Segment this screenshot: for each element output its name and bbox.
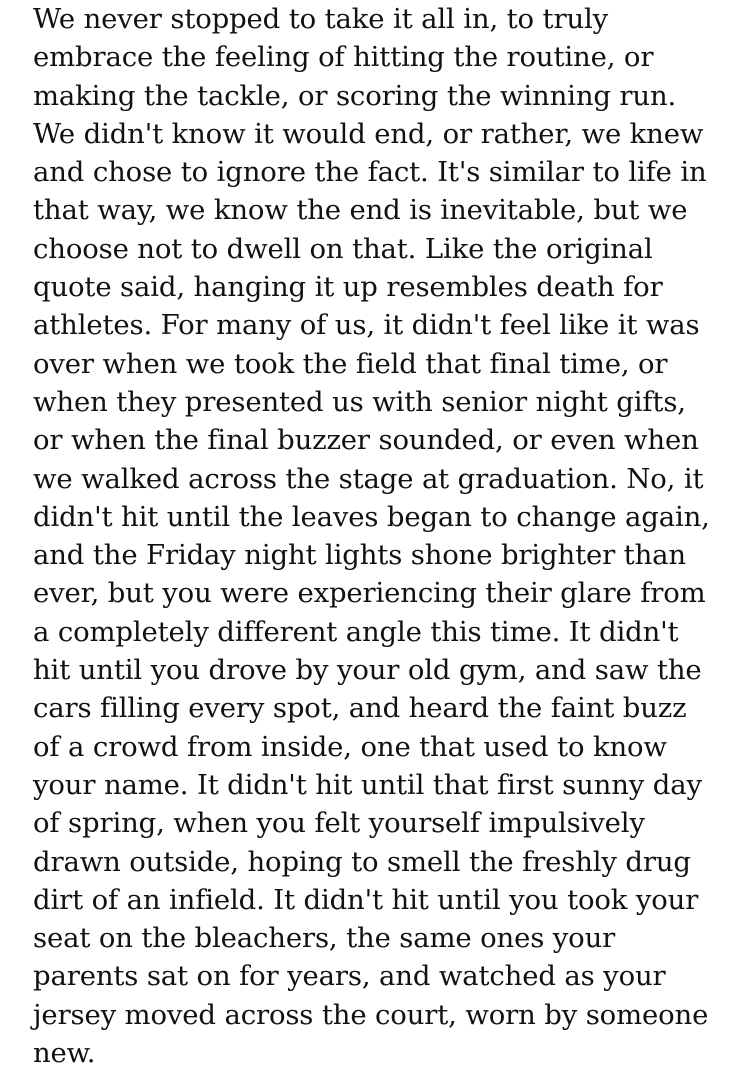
text-line: and chose to ignore the fact. It's similar to life in [33,156,707,189]
text-line: that way, we know the end is inevitable, but we [33,194,688,227]
text-line: jersey moved across the court, worn by someone [33,998,709,1031]
text-line: didn't hit until the leaves began to change again, [33,500,710,533]
text-line: dirt of an infield. It didn't hit until you took your [33,883,699,916]
text-line: parents sat on for years, and watched as your [33,960,666,993]
text-line: ever, but you were experiencing their glare from [33,577,706,610]
text-line: a completely different angle this time. It didn't [33,615,679,648]
text-line: choose not to dwell on that. Like the original [33,232,653,265]
text-line: We never stopped to take it all in, to truly [33,3,609,35]
text-line: hit until you drove by your old gym, and saw the [33,654,702,687]
text-line: new. [33,1037,96,1070]
text-line: quote said, hanging it up resembles death for [33,271,663,304]
text-line: athletes. For many of us, it didn't feel like it was [33,309,700,342]
text-line: when they presented us with senior night gifts, [33,385,686,418]
text-line: seat on the bleachers, the same ones your [33,922,616,955]
text-line: making the tackle, or scoring the winning run. [33,79,677,112]
text-line: or when the final buzzer sounded, or even when [33,424,699,457]
text-line: cars filling every spot, and heard the faint buzz [33,692,687,725]
text-line: drawn outside, hoping to smell the freshly drug [33,845,691,878]
text-line: We didn't know it would end, or rather, we knew [33,117,704,150]
text-line: we walked across the stage at graduation. No, it [33,462,704,495]
text-line: of a crowd from inside, one that used to know [33,730,667,763]
text-line: over when we took the field that final time, or [33,347,668,380]
body-paragraph [33,0,733,1072]
text-line: your name. It didn't hit until that first sunny day [33,768,702,801]
text-line: of spring, when you felt yourself impulsively [33,807,645,840]
text-line: embrace the feeling of hitting the routine, or [33,41,654,74]
text-line: and the Friday night lights shone brighter than [33,539,686,572]
